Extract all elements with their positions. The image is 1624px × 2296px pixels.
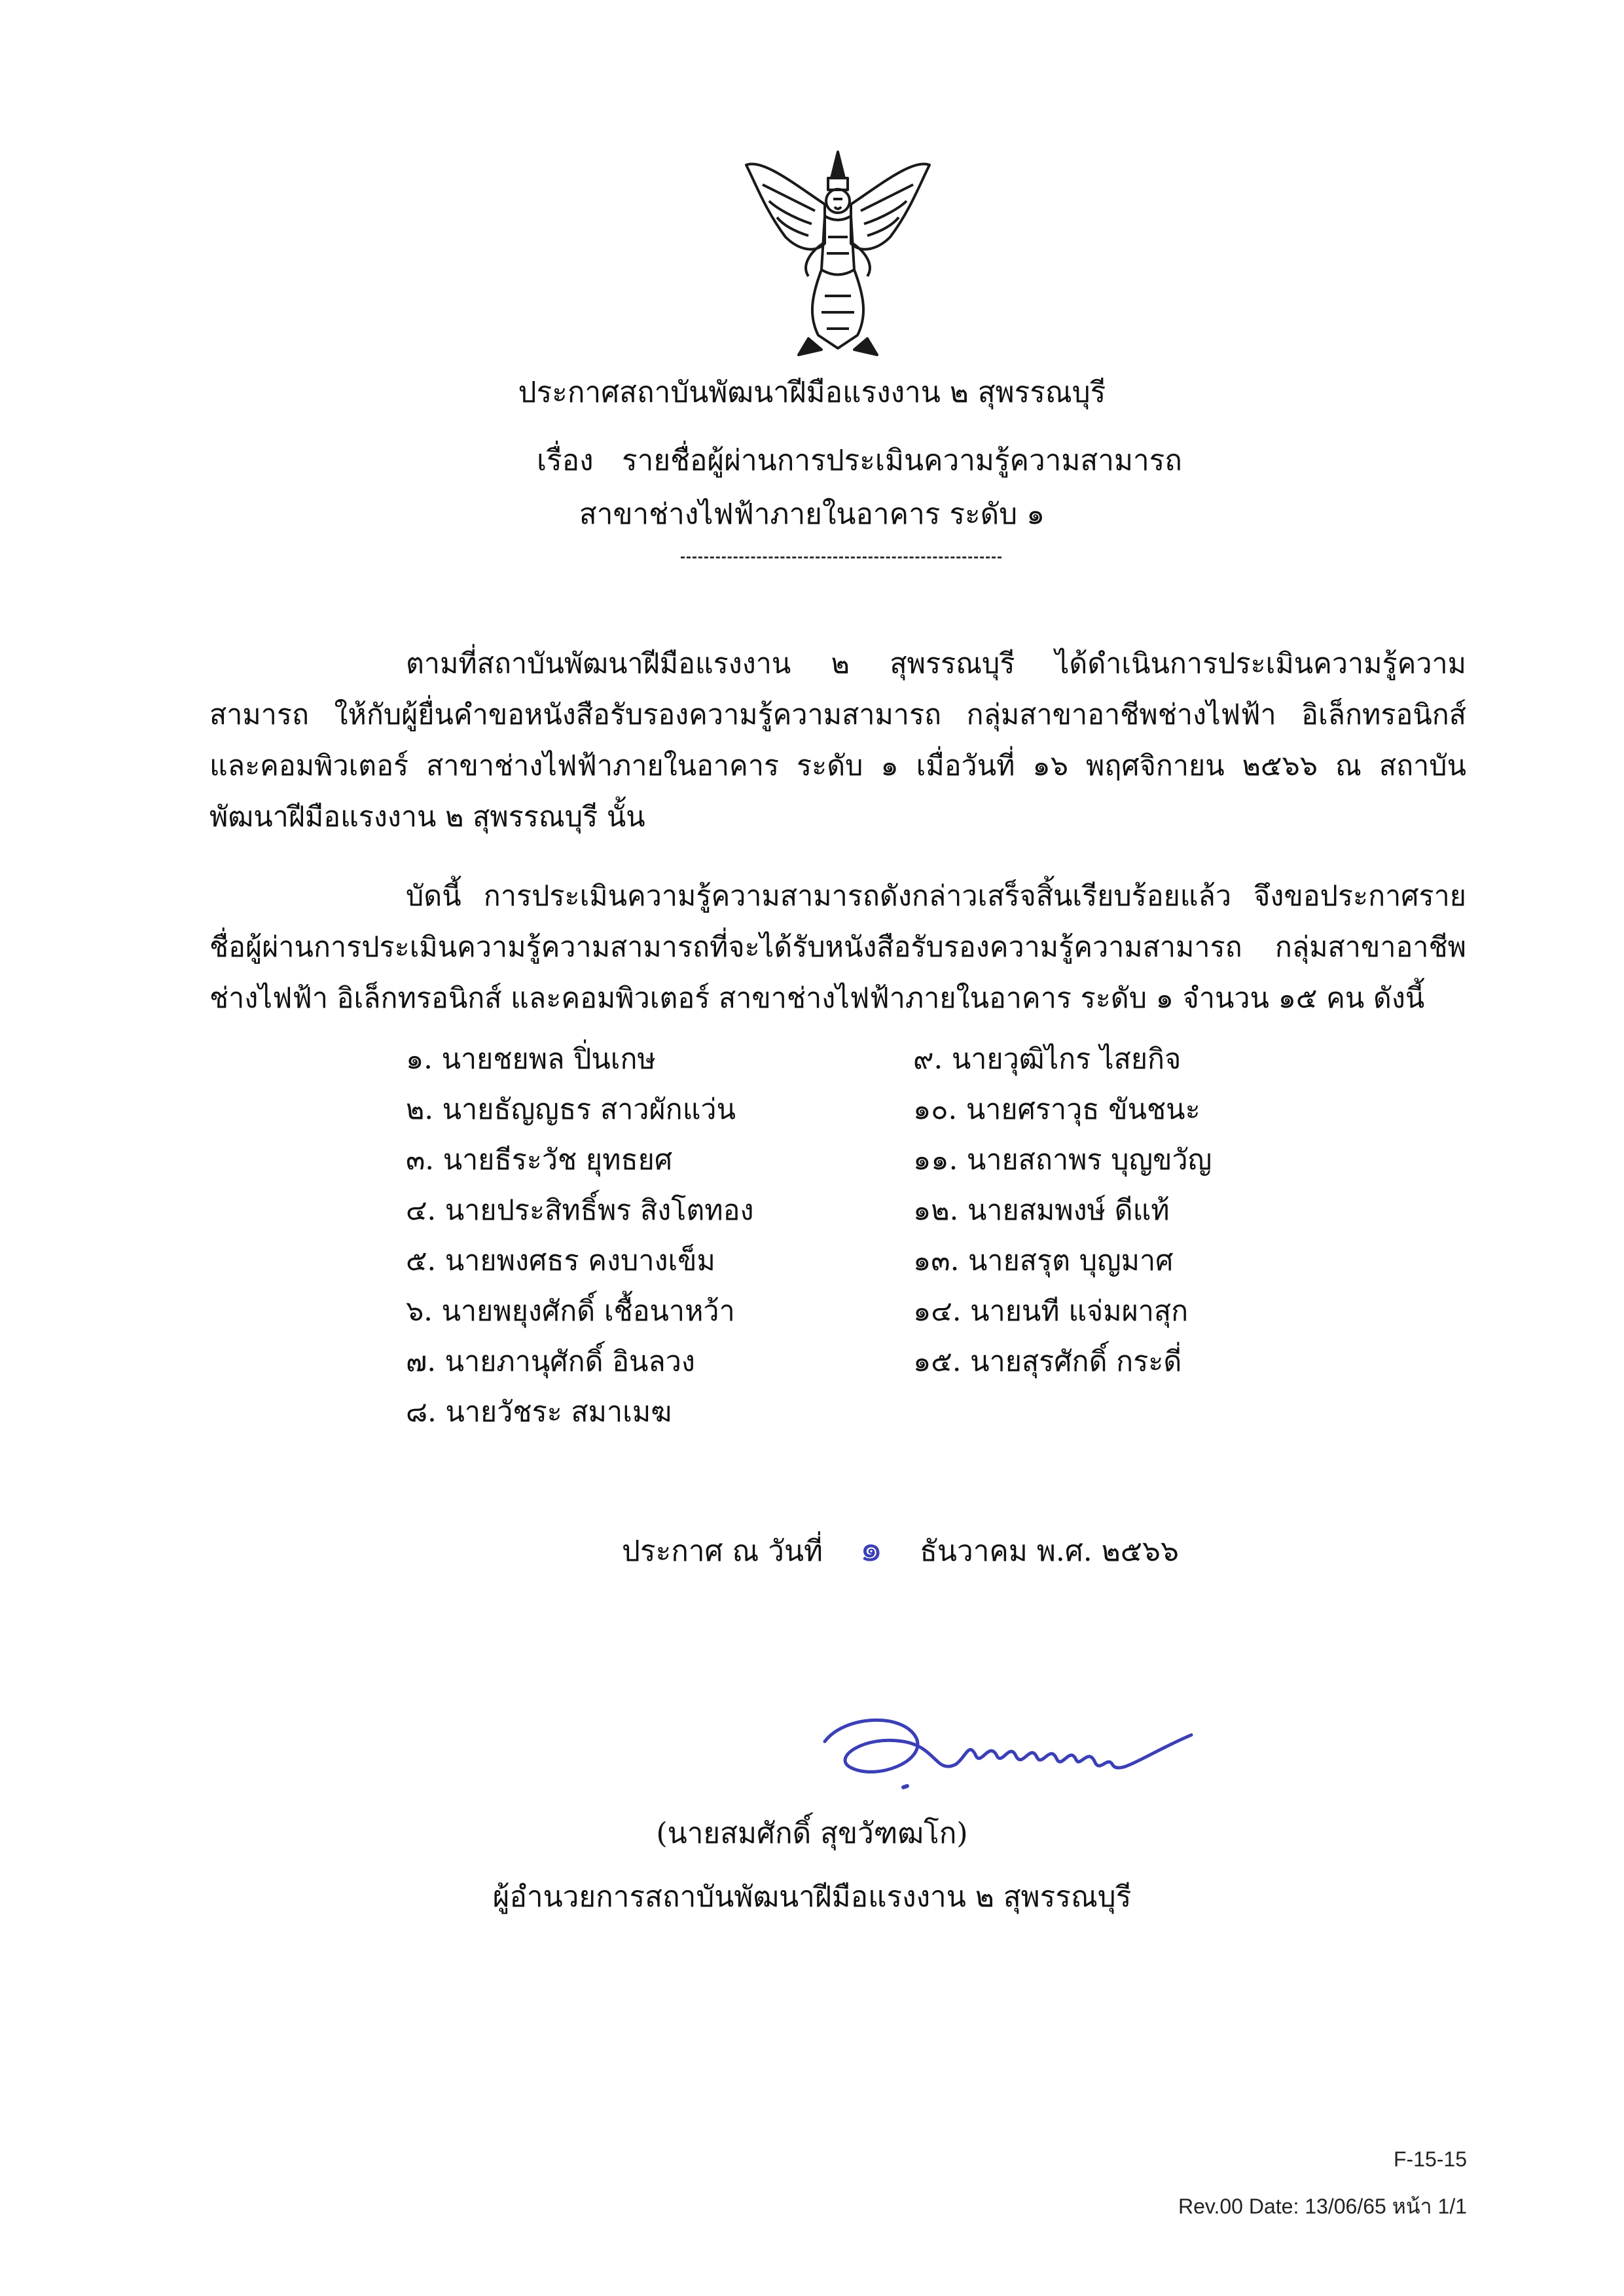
list-item: ๑๐. นายศราวุธ ขันชนะ <box>913 1093 1200 1126</box>
list-item: ๑๓. นายสรุต บุญมาศ <box>913 1245 1174 1277</box>
list-item: ๑๒. นายสมพงษ์ ดีแท้ <box>913 1194 1170 1227</box>
subject-branch-line: สาขาช่างไฟฟ้าภายในอาคาร ระดับ ๑ <box>579 498 1045 531</box>
date-suffix: ธันวาคม พ.ศ. ๒๕๖๖ <box>920 1535 1179 1568</box>
signer-name: (นายสมศักดิ์ สุขวัฑฒโก) <box>656 1817 968 1850</box>
list-item: ๙. นายวุฒิไกร ไสยกิจ <box>913 1043 1182 1076</box>
names-list-right <box>913 1034 1384 1387</box>
handwritten-signature <box>805 1702 1211 1807</box>
paragraph-1 <box>209 638 1466 843</box>
announcement-date <box>622 1519 1179 1577</box>
list-item: ๓. นายธีระวัช ยุทธยศ <box>406 1144 673 1176</box>
list-item: ๗. นายภานุศักดิ์ อินลวง <box>406 1345 695 1378</box>
garuda-emblem <box>736 139 939 361</box>
list-item: ๑๔. นายนที แจ่มผาสุก <box>913 1295 1189 1328</box>
list-item: ๘. นายวัชระ สมาเมฆ <box>406 1396 672 1429</box>
form-revision: Rev.00 Date: 13/06/65 หน้า 1/1 <box>1178 2195 1467 2218</box>
list-item: ๒. นายธัญญธร สาวผักแว่น <box>406 1093 736 1126</box>
list-item: ๔. นายประสิทธิ์พร สิงโตทอง <box>406 1194 754 1227</box>
subject-line <box>0 437 1624 477</box>
list-item: ๑๑. นายสถาพร บุญขวัญ <box>913 1144 1212 1176</box>
signer-title: ผู้อำนวยการสถาบันพัฒนาฝีมือแรงงาน ๒ สุพรรณบุรี <box>492 1880 1132 1914</box>
list-item: ๑๕. นายสุรศักดิ์ กระดี่ <box>913 1345 1182 1378</box>
subject-text: รายชื่อผู้ผ่านการประเมินความรู้ความสามารถ <box>622 444 1182 477</box>
announcement-title: ประกาศสถาบันพัฒนาฝีมือแรงงาน ๒ สุพรรณบุรี <box>518 376 1106 409</box>
date-day-handwritten: ๑ <box>859 1527 883 1570</box>
form-code: F-15-15 <box>1393 2147 1467 2171</box>
list-item: ๖. นายพยุงศักดิ์ เชื้อนาหว้า <box>406 1295 735 1328</box>
list-item: ๑. นายชยพล ปิ่นเกษ <box>406 1043 656 1076</box>
paragraph-2 <box>209 871 1466 1024</box>
list-item: ๕. นายพงศธร คงบางเข็ม <box>406 1245 715 1277</box>
paragraph-2-text: บัดนี้ การประเมินความรู้ความสามารถดังกล่าวเสร็จสิ้นเรียบร้อยแล้ว จึงขอประกาศรายชื่อผู้ผ่านการประเมินความรู้ความสามารถที่จะได้รับหนังสือรับรองความรู้ความสามารถ กลุ่มสาขาอาชีพช่างไฟฟ้า อิเล็กทรอนิกส์ และคอมพิวเตอร์ สาขาช่างไฟฟ้าภายในอาคาร ระดับ ๑ จำนวน ๑๕ คน ดังนี้ <box>209 880 1466 1015</box>
subject-label: เรื่อง <box>537 444 594 477</box>
paragraph-1-text: ตามที่สถาบันพัฒนาฝีมือแรงงาน ๒ สุพรรณบุรี ได้ดำเนินการประเมินความรู้ความสามารถ ให้กับผู้ยื่นคำขอหนังสือรับรองความรู้ความสามารถ กลุ่มสาขาอาชีพช่างไฟฟ้า อิเล็กทรอนิกส์ และคอมพิวเตอร์ สาขาช่างไฟฟ้าภายในอาคาร ระดับ ๑ เมื่อวันที่ ๑๖ พฤศจิกายน ๒๕๖๖ ณ สถาบันพัฒนาฝีมือแรงงาน ๒ สุพรรณบุรี นั้น <box>209 647 1466 833</box>
date-prefix: ประกาศ ณ วันที่ <box>622 1535 823 1568</box>
header-divider <box>681 556 1001 558</box>
names-list-left <box>406 1034 877 1438</box>
